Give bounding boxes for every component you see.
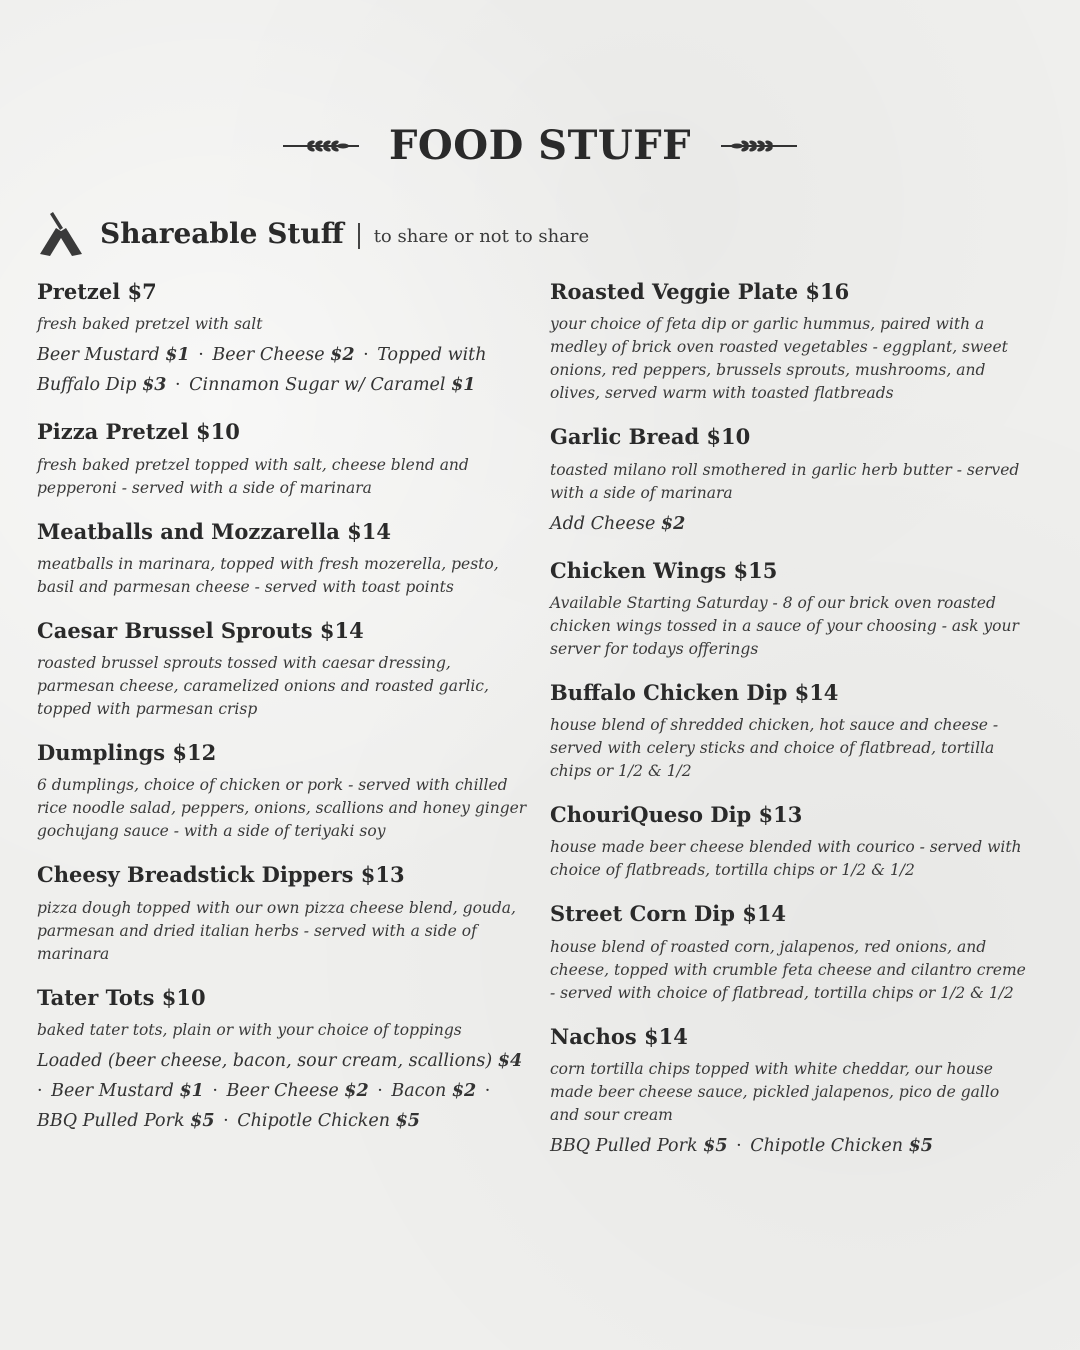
menu-item-name: Buffalo Chicken Dip $14 <box>550 679 839 705</box>
addon-price: $2 <box>330 345 355 366</box>
menu-item-description: house blend of shredded chicken, hot sauce and cheese - served with celery sticks and choice of flatbread, tortilla chips or 1/2 & 1/2 <box>550 716 999 781</box>
menu-item-name: Cheesy Breadstick Dippers $13 <box>37 862 405 888</box>
addon-price: $5 <box>395 1111 420 1132</box>
addon-label: Chipotle Chicken <box>750 1136 904 1157</box>
menu-item-name: Chicken Wings $15 <box>550 557 778 583</box>
menu-item <box>37 739 527 843</box>
addon-label: Buffalo Dip <box>37 375 137 396</box>
menu-item-description: baked tater tots, plain or with your choice of toppings <box>37 1021 462 1040</box>
menu-item-description: house blend of roasted corn, jalapenos, red onions, and cheese, topped with crumble feta cheese and cilantro creme - served with choice of flatbread, tortilla chips or 1/2 & 1/2 <box>550 937 1026 1002</box>
addon-label: Cinnamon Sugar w/ Caramel <box>189 375 446 396</box>
menu-item <box>37 518 527 599</box>
menu-item-description: corn tortilla chips topped with white cheddar, our house made beer cheese sauce, pickled jalapenos, pico de gallo and sour cream <box>550 1060 1000 1125</box>
menu-column-left <box>37 278 527 1154</box>
menu-item <box>550 679 1030 783</box>
menu-item-addons <box>550 509 1030 539</box>
addon-label: BBQ Pulled Pork <box>550 1136 698 1157</box>
menu-item-description: pizza dough topped with our own pizza cheese blend, gouda, parmesan and dried italian herbs - served with a side of marinara <box>37 898 516 963</box>
addon-label: Beer Cheese <box>212 345 325 366</box>
section-divider <box>358 223 360 249</box>
addon-price: $2 <box>344 1081 369 1102</box>
menu-item <box>550 557 1030 661</box>
addon-label: Topped with <box>377 345 487 366</box>
addon-price: $3 <box>142 375 167 396</box>
section-subtitle: to share or not to share <box>373 225 590 247</box>
menu-item-addons: Beer Mustard $1 · Beer Cheese $2 · Topped with Buffalo Dip $3 · Cinnamon Sugar w/ Caramel $1 <box>37 345 487 396</box>
addon-price: $1 <box>179 1081 204 1102</box>
menu-item-description: fresh baked pretzel topped with salt, cheese blend and pepperoni - served with a side of marinara <box>37 455 469 497</box>
menu-item-description: 6 dumplings, choice of chicken or pork - served with chilled rice noodle salad, peppers, onions, scallions and honey ginger gochujang sauce - with a side of teriyaki soy <box>37 776 527 841</box>
addon-price: $2 <box>451 1081 477 1102</box>
addon-label: Beer Mustard <box>51 1081 174 1102</box>
menu-item <box>550 278 1030 405</box>
addon-label: Loaded (beer cheese, bacon, sour cream, scallions) <box>37 1051 493 1072</box>
addon-price: $4 <box>497 1051 523 1072</box>
addon-label: Add Cheese <box>550 513 656 534</box>
menu-item <box>550 423 1030 538</box>
menu-item-name: Tater Tots $10 <box>37 984 206 1010</box>
menu-item-addons: Loaded (beer cheese, bacon, sour cream, scallions) $4 · Beer Mustard $1 · Beer Cheese $2 · Bacon $2 · BBQ Pulled Pork $5 · Chipotle Chicken $5 <box>37 1051 523 1132</box>
menu-item <box>550 1023 1030 1161</box>
shareable-section-icon <box>36 208 86 258</box>
menu-item <box>550 900 1030 1004</box>
addon-price: $1 <box>451 375 476 396</box>
addon-label: BBQ Pulled Pork <box>37 1111 185 1132</box>
wheat-left-icon <box>281 136 361 156</box>
menu-item-name: Caesar Brussel Sprouts $14 <box>37 617 364 643</box>
addon-label: Beer Mustard <box>37 345 160 366</box>
page-header <box>0 122 1080 169</box>
menu-item-name: Pretzel $7 <box>37 279 157 304</box>
menu-item-name: ChouriQueso Dip $13 <box>550 802 803 828</box>
addon-price: $5 <box>190 1111 215 1132</box>
menu-item <box>550 801 1030 882</box>
addon-label: Beer Cheese <box>226 1081 339 1102</box>
menu-item-name: Garlic Bread $10 <box>550 424 751 450</box>
menu-item <box>37 418 527 499</box>
menu-item-addons: BBQ Pulled Pork $5 · Chipotle Chicken $5 <box>550 1136 933 1157</box>
menu-item <box>37 278 527 400</box>
menu-item-description: meatballs in marinara, topped with fresh mozerella, pesto, basil and parmesan cheese - served with toast points <box>37 554 499 596</box>
menu-item-description: house made beer cheese blended with courico - served with choice of flatbreads, tortilla chips or 1/2 & 1/2 <box>550 838 1022 880</box>
menu-item-description: your choice of feta dip or garlic hummus, paired with a medley of brick oven roasted vegetables - eggplant, sweet onions, red peppers, brussels sprouts, mushrooms, and olives, served warm with toasted flatbreads <box>550 315 1008 403</box>
menu-item <box>37 617 527 721</box>
menu-item-name: Pizza Pretzel $10 <box>37 419 240 445</box>
section-title: Shareable Stuff <box>100 216 344 250</box>
menu-column-right <box>550 278 1030 1179</box>
menu-item <box>37 861 527 965</box>
page-title: FOOD STUFF <box>388 122 692 169</box>
addon-price: $5 <box>703 1136 728 1157</box>
menu-item-name: Nachos $14 <box>550 1023 688 1049</box>
wheat-right-icon <box>719 136 799 156</box>
menu-item-name: Street Corn Dip $14 <box>550 901 787 927</box>
menu-item-name: Roasted Veggie Plate $16 <box>550 279 850 304</box>
menu-item-description: toasted milano roll smothered in garlic herb butter - served with a side of marinara <box>550 460 1020 502</box>
menu-item-description: roasted brussel sprouts tossed with caesar dressing, parmesan cheese, caramelized onions and roasted garlic, topped with parmesan crisp <box>37 654 489 719</box>
menu-item-name: Dumplings $12 <box>37 740 217 766</box>
menu-item-description: Available Starting Saturday - 8 of our brick oven roasted chicken wings tossed in a sauce of your choosing - ask your server for todays offerings <box>550 593 1019 658</box>
addon-label: Bacon <box>391 1081 447 1102</box>
menu-item-name: Meatballs and Mozzarella $14 <box>37 518 392 544</box>
addon-price: $2 <box>660 513 686 534</box>
addon-price: $1 <box>165 345 190 366</box>
addon-label: Chipotle Chicken <box>237 1111 391 1132</box>
menu-item <box>37 984 527 1136</box>
menu-item-description: fresh baked pretzel with salt <box>37 315 263 334</box>
section-header <box>36 208 589 258</box>
addon-price: $5 <box>908 1136 933 1157</box>
